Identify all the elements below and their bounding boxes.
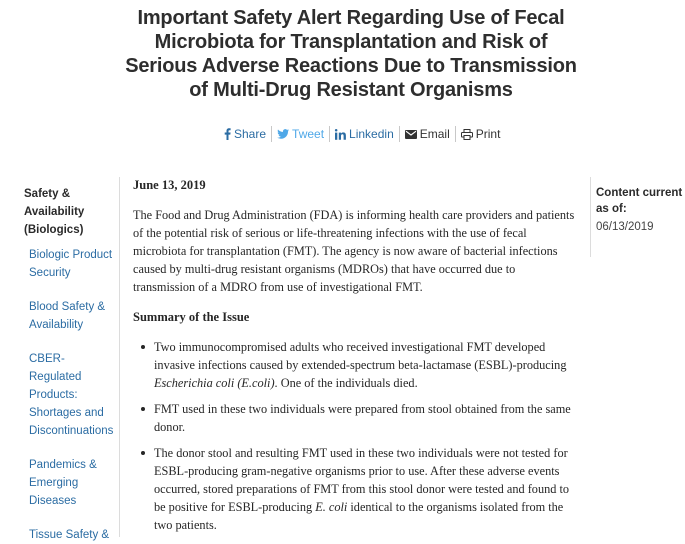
page-title: Important Safety Alert Regarding Use of Fecal Microbiota for Transplantation and Risk of Serious Adverse Reactions Due to Transmission of Multi-Drug Resistant Organisms bbox=[125, 7, 577, 101]
share-email-button[interactable] bbox=[400, 126, 456, 142]
organism-name: Escherichia coli (E.coli) bbox=[154, 376, 275, 390]
sidebar-item-cber-regulated-products[interactable]: CBER-Regulated Products: Shortages and Discontinuations bbox=[29, 353, 114, 437]
sidebar-item-tissue-safety[interactable]: Tissue Safety & bbox=[29, 529, 110, 541]
content-current-date: 06/13/2019 bbox=[596, 221, 654, 233]
linkedin-icon bbox=[335, 129, 346, 140]
list-item bbox=[133, 400, 576, 436]
share-email-label: Email bbox=[419, 127, 450, 141]
list-item bbox=[133, 444, 576, 534]
share-facebook-button[interactable] bbox=[219, 126, 272, 142]
share-twitter-button[interactable] bbox=[272, 126, 330, 142]
content-current-label: Content current as of: bbox=[596, 187, 683, 215]
share-twitter-label: Tweet bbox=[292, 127, 325, 141]
share-bar bbox=[219, 122, 505, 146]
bullet-text: . One of the individuals died. bbox=[274, 376, 418, 390]
share-linkedin-button[interactable] bbox=[330, 126, 400, 142]
sidebar-item-blood-safety[interactable]: Blood Safety & Availability bbox=[29, 301, 106, 331]
share-linkedin-label: Linkedin bbox=[349, 127, 394, 141]
main-content bbox=[133, 176, 576, 542]
content-current-panel bbox=[590, 177, 685, 257]
sidebar-item-biologic-product-security[interactable]: Biologic Product Security bbox=[29, 249, 113, 279]
section-heading: Summary of the Issue bbox=[133, 310, 250, 324]
list-item bbox=[133, 338, 576, 392]
print-label: Print bbox=[475, 127, 501, 141]
summary-list bbox=[133, 338, 576, 534]
facebook-icon bbox=[224, 128, 231, 140]
print-icon bbox=[461, 129, 473, 140]
sidebar-list bbox=[17, 246, 119, 544]
email-icon bbox=[405, 130, 417, 139]
bullet-text: identical to the organisms isolated from the two patients. bbox=[154, 500, 564, 532]
bullet-text: The donor stool and resulting FMT used in these two individuals were not tested for ESBL-producing gram-negative organisms prior to use. After these adverse events occurred, stored preparations of FMT from this stool donor were tested and found to be positive for ESBL-producing bbox=[154, 446, 570, 514]
print-button[interactable] bbox=[456, 126, 506, 142]
intro-paragraph: The Food and Drug Administration (FDA) is informing health care providers and patients of the potential risk of serious or life-threatening infections with the use of fecal microbiota for transplantation (FMT). The agency is now aware of bacterial infections caused by multi-drug resistant organisms (MDROs) that have occurred due to transmission of a MDRO from use of investigational FMT. bbox=[133, 208, 575, 294]
bullet-text: FMT used in these two individuals were prepared from stool obtained from the same donor. bbox=[154, 402, 571, 434]
sidebar-header: Safety & Availability (Biologics) bbox=[24, 188, 85, 236]
sidebar-nav bbox=[17, 177, 120, 541]
sidebar-item-pandemics[interactable]: Pandemics & Emerging Diseases bbox=[29, 459, 97, 507]
share-facebook-label: Share bbox=[234, 127, 267, 141]
twitter-icon bbox=[277, 129, 289, 139]
bullet-text: Two immunocompromised adults who received investigational FMT developed invasive infections caused by extended-spectrum beta-lactamase (ESBL)-producing bbox=[154, 340, 567, 372]
publish-date: June 13, 2019 bbox=[133, 178, 206, 192]
organism-name: E. coli bbox=[315, 500, 348, 514]
